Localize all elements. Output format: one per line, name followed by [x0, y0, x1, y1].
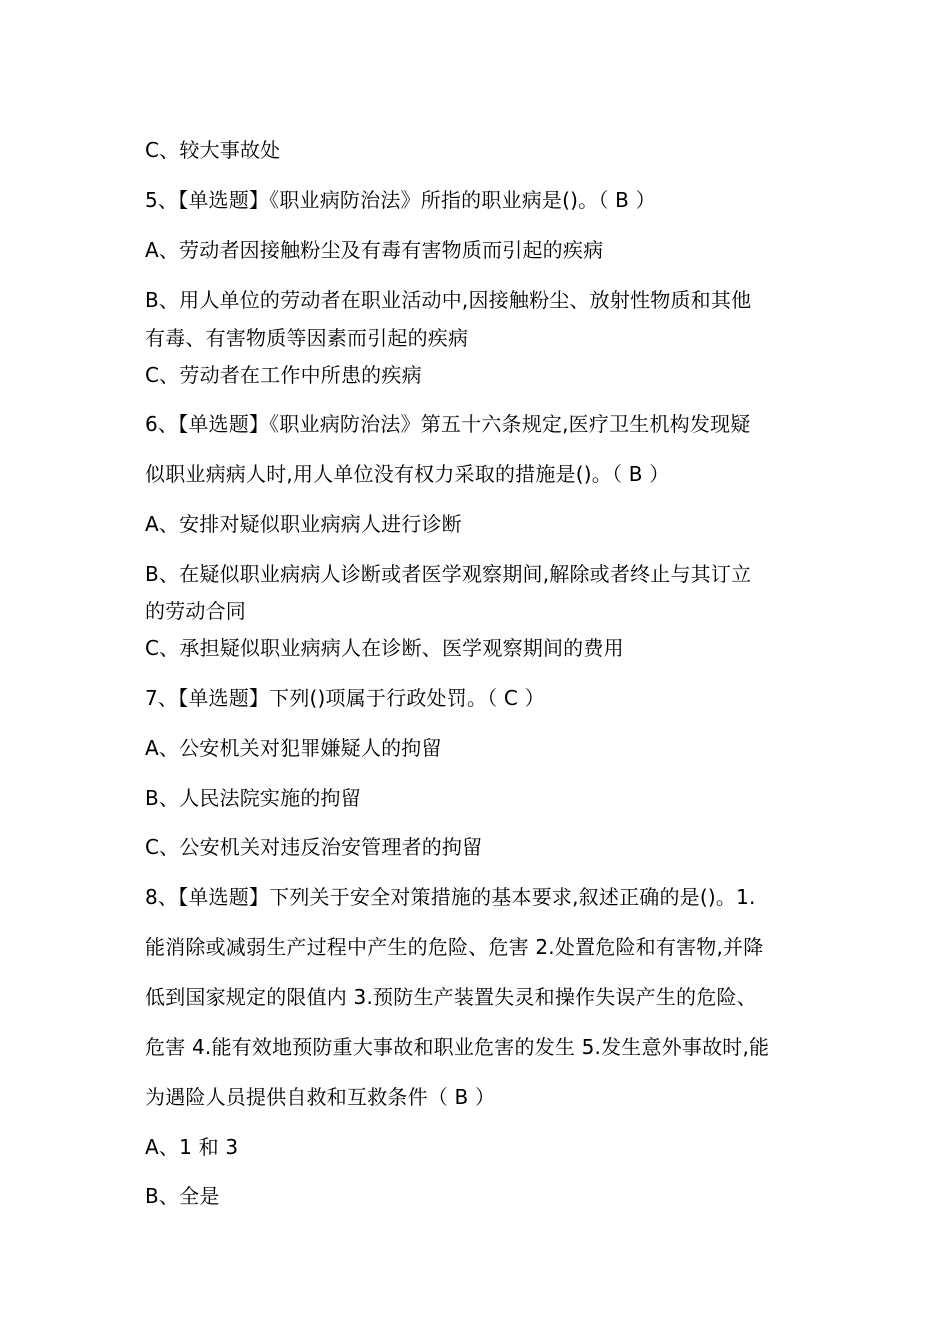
- option-a-q6: A、安排对疑似职业病病人进行诊断: [145, 512, 462, 536]
- option-a-q5: A、劳动者因接触粉尘及有毒有害物质而引起的疾病: [145, 238, 604, 262]
- option-c-q7: C、公安机关对违反治安管理者的拘留: [145, 835, 483, 859]
- option-c-q5: C、劳动者在工作中所患的疾病: [145, 363, 422, 387]
- question-8-line5: 为遇险人员提供自救和互救条件（ B ）: [145, 1085, 496, 1109]
- question-7: 7、【单选题】下列()项属于行政处罚。（ C ）: [145, 686, 545, 710]
- option-b-q5-line1: B、用人单位的劳动者在职业活动中,因接触粉尘、放射性物质和其他: [145, 288, 752, 312]
- option-c-q6: C、承担疑似职业病病人在诊断、医学观察期间的费用: [145, 636, 624, 660]
- question-8-line2: 能消除或减弱生产过程中产生的危险、危害 2.处置危险和有害物,并降: [145, 935, 764, 959]
- option-b-q6-line2: 的劳动合同: [145, 599, 246, 623]
- question-8-line3: 低到国家规定的限值内 3.预防生产装置失灵和操作失误产生的危险、: [145, 985, 757, 1009]
- question-8-line1: 8、【单选题】下列关于安全对策措施的基本要求,叙述正确的是()。1.: [145, 885, 756, 909]
- option-b-q5-line2: 有毒、有害物质等因素而引起的疾病: [145, 326, 469, 350]
- question-8-line4: 危害 4.能有效地预防重大事故和职业危害的发生 5.发生意外事故时,能: [145, 1035, 770, 1059]
- option-b-q8: B、全是: [145, 1184, 220, 1208]
- question-6-line1: 6、【单选题】《职业病防治法》第五十六条规定,医疗卫生机构发现疑: [145, 412, 751, 436]
- question-5: 5、【单选题】《职业病防治法》所指的职业病是()。（ B ）: [145, 188, 656, 212]
- option-a-q8: A、1 和 3: [145, 1135, 239, 1159]
- option-a-q7: A、公安机关对犯罪嫌疑人的拘留: [145, 736, 442, 760]
- option-b-q6-line1: B、在疑似职业病病人诊断或者医学观察期间,解除或者终止与其订立: [145, 562, 752, 586]
- option-b-q7: B、人民法院实施的拘留: [145, 786, 361, 810]
- question-6-line2: 似职业病病人时,用人单位没有权力采取的措施是()。（ B ）: [145, 462, 670, 486]
- option-c-q4: C、较大事故处: [145, 138, 281, 162]
